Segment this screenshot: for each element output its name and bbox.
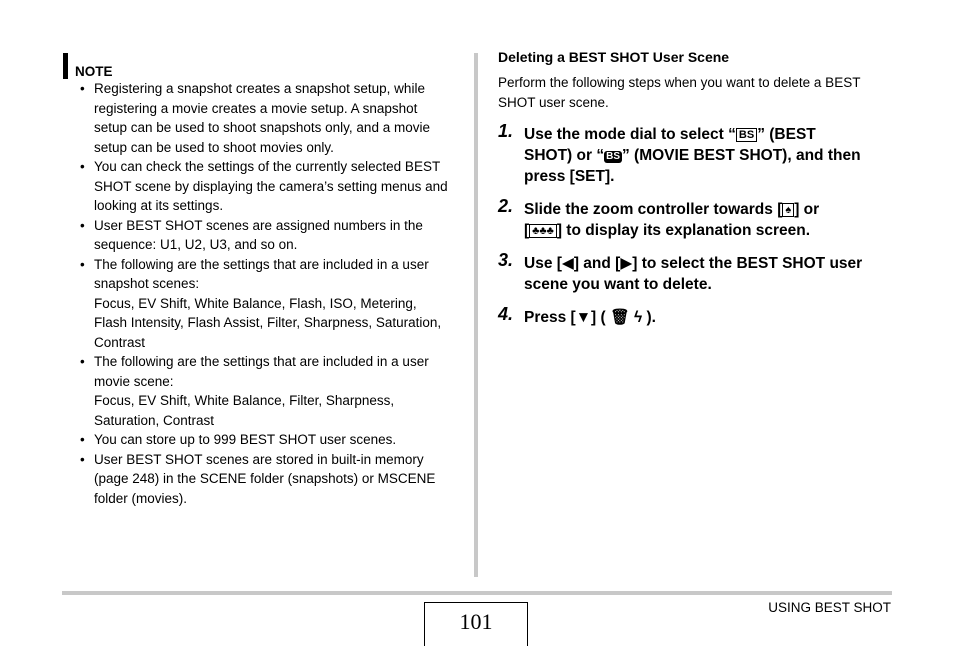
note-line: The following are the settings that are included in a user — [94, 256, 429, 272]
note-list-item — [80, 216, 460, 255]
column-divider — [474, 53, 478, 577]
movie-best-shot-icon: BS — [606, 151, 620, 162]
note-line: Flash Intensity, Flash Assist, Filter, Sharpness, Saturation, — [94, 315, 442, 330]
note-list-item — [80, 255, 460, 353]
note-line: (page 248) in the SCENE folder (snapshots) or MSCENE — [94, 471, 436, 486]
note-line: movie scene: — [94, 373, 174, 389]
note-line: sequence: U1, U2, U3, and so on. — [94, 237, 298, 252]
step-number: 4. — [498, 304, 514, 324]
page-number: 101 — [424, 602, 528, 646]
step-text: Slide the zoom controller towards [ — [524, 201, 783, 218]
note-line: setup can be used to shoot snapshots only, and a movie — [94, 120, 430, 135]
step-text: SHOT) or “ — [524, 147, 605, 164]
step-text: Use the mode dial to select “ — [524, 126, 736, 143]
note-line: registering a movie creates a movie setup. A snapshot — [94, 100, 418, 116]
note-line: Saturation, Contrast — [94, 412, 215, 428]
step-2 — [498, 196, 898, 241]
step-number: 2. — [498, 196, 514, 216]
step-line — [524, 307, 898, 328]
section-title: Deleting a BEST SHOT User Scene — [498, 49, 730, 65]
step-3 — [498, 250, 898, 295]
note-line: setup can be used to shoot movies only. — [94, 139, 334, 155]
wide-angle-icon: ♣♣♣ — [529, 224, 557, 238]
bullet-icon: • — [80, 81, 85, 96]
intro-line: SHOT user scene. — [498, 94, 609, 110]
note-list-item — [80, 352, 460, 430]
footer-rule — [62, 591, 892, 595]
note-line: User BEST SHOT scenes are assigned numbers in the — [94, 217, 423, 233]
step-text: ” (BEST — [757, 126, 816, 143]
note-line: The following are the settings that are included in a user — [94, 354, 429, 369]
note-line: folder (movies). — [94, 490, 188, 506]
step-line — [524, 220, 898, 241]
note-line: SHOT scene by displaying the camera’s setting menus and — [94, 178, 448, 194]
bullet-icon: • — [80, 159, 85, 174]
note-list-item — [80, 79, 460, 157]
step-line: scene you want to delete. — [524, 276, 712, 293]
note-line: User BEST SHOT scenes are stored in built-in memory — [94, 451, 424, 467]
step-number: 1. — [498, 121, 514, 141]
step-text: ] or — [794, 201, 820, 218]
step-line — [524, 145, 898, 166]
note-line: Focus, EV Shift, White Balance, Flash, ISO, Metering, — [94, 295, 417, 311]
right-column — [498, 48, 898, 328]
note-line: You can check the settings of the currently selected BEST — [94, 159, 441, 174]
step-text: ” (MOVIE BEST SHOT), and then — [622, 147, 861, 164]
note-title: NOTE — [75, 64, 113, 79]
note-line: Registering a snapshot creates a snapshot setup, while — [94, 81, 425, 96]
bullet-icon: • — [80, 432, 85, 447]
step-text: Press [▼] ( — [524, 309, 610, 326]
best-shot-icon: BS — [736, 128, 757, 142]
step-line — [524, 124, 898, 145]
section-intro — [498, 73, 898, 112]
note-list-item — [80, 157, 460, 216]
telephoto-icon: ♠ — [782, 203, 794, 217]
note-line: Focus, EV Shift, White Balance, Filter, Sharpness, — [94, 393, 395, 408]
step-text: ] to display its explanation screen. — [556, 222, 811, 239]
note-list-item — [80, 430, 460, 450]
note-line: You can store up to 999 BEST SHOT user scenes. — [94, 432, 397, 447]
step-number: 3. — [498, 250, 514, 270]
note-line: looking at its settings. — [94, 198, 224, 213]
step-line — [524, 199, 898, 220]
bullet-icon: • — [80, 451, 85, 467]
bullet-icon: • — [80, 354, 85, 369]
note-marker-bar — [63, 53, 68, 79]
step-1 — [498, 121, 898, 187]
intro-line: Perform the following steps when you want to delete a BEST — [498, 75, 861, 90]
trash-flash-icon: 🗑 ϟ — [609, 309, 643, 326]
step-4 — [498, 304, 898, 328]
bullet-icon: • — [80, 217, 85, 233]
footer-section-label: USING BEST SHOT — [768, 600, 891, 615]
note-line: snapshot scenes: — [94, 276, 200, 291]
note-line: Contrast — [94, 334, 146, 350]
step-text: ). — [642, 309, 656, 326]
step-line: Use [◀] and [▶] to select the BEST SHOT user — [524, 255, 863, 272]
note-list-item — [80, 450, 460, 509]
bullet-icon: • — [80, 256, 85, 272]
step-line: press [SET]. — [524, 168, 615, 185]
note-list — [80, 79, 460, 508]
step-text: [ — [524, 222, 530, 239]
